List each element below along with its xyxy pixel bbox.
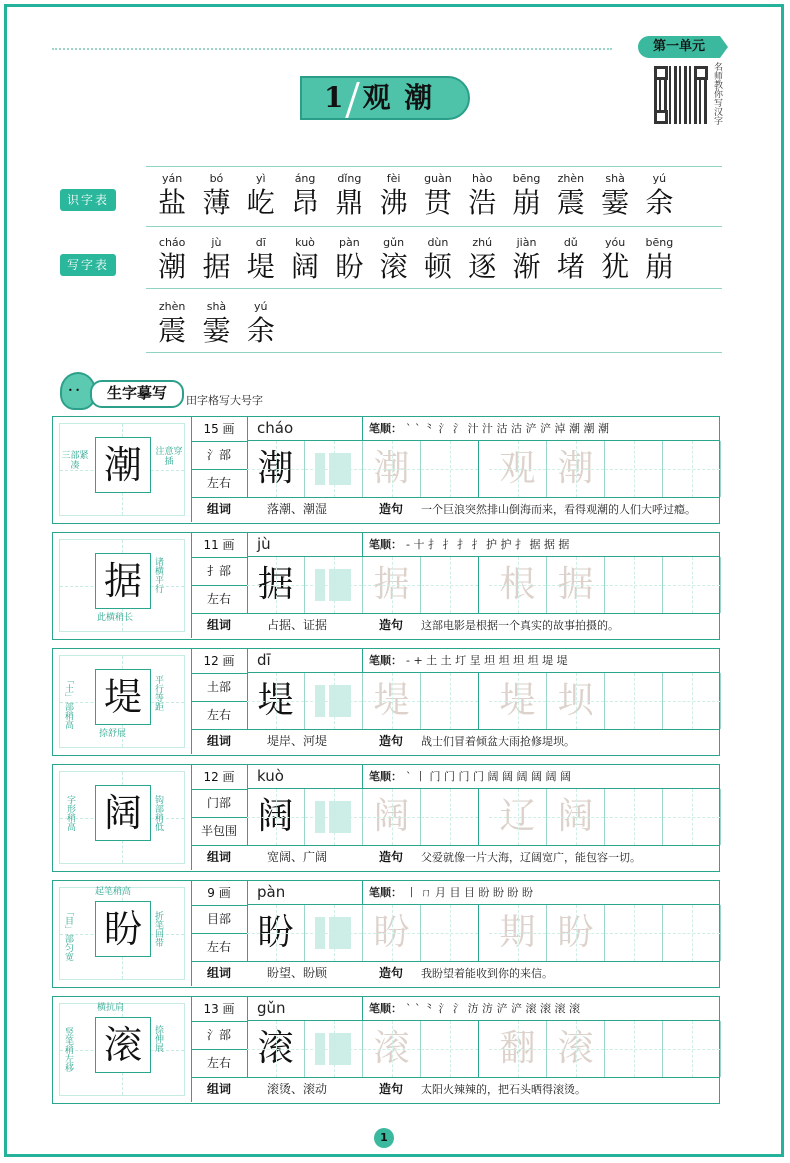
structure: 半包围 — [191, 817, 248, 846]
practice-cell[interactable]: 潮 — [363, 441, 421, 497]
char-cell — [593, 236, 637, 284]
pinyin-field[interactable]: kuò — [247, 765, 363, 789]
char-cell — [460, 172, 504, 220]
practice-cell[interactable]: 据 — [547, 557, 605, 613]
stroke-order-label: 笔顺： — [369, 654, 402, 667]
pinyin: kuò — [295, 236, 315, 249]
practice-grid — [247, 789, 719, 846]
practice-grid — [247, 441, 719, 498]
structure-icon — [315, 1033, 351, 1065]
pinyin: pàn — [338, 236, 360, 249]
pinyin: yóu — [605, 236, 626, 249]
hanzi: 犹 — [601, 250, 630, 283]
model-cell: 堤 — [247, 673, 305, 729]
hanzi: 崩 — [645, 250, 674, 283]
words-value: 占据、证据 — [267, 618, 328, 632]
hanzi: 顿 — [423, 250, 452, 283]
stroke-order — [363, 881, 719, 905]
stroke-order — [363, 997, 719, 1021]
lesson-number: 1 — [324, 81, 346, 114]
pinyin-field[interactable]: pàn — [247, 881, 363, 905]
hanzi: 震 — [158, 314, 187, 347]
radical: 氵部 — [191, 1021, 248, 1050]
writing-tip: 捺伸展 — [153, 1025, 163, 1052]
stroke-count: 11 画 — [191, 533, 248, 558]
words-label: 组词 — [206, 502, 231, 516]
char-cell — [283, 236, 327, 284]
char-cell — [371, 236, 415, 284]
stroke-count: 15 画 — [191, 417, 248, 442]
structure-diagram — [305, 905, 363, 961]
practice-cell[interactable]: 阔 — [363, 789, 421, 845]
sentence-label: 造句 — [378, 618, 403, 632]
sentence-label: 造句 — [378, 966, 403, 980]
pinyin: yì — [255, 172, 266, 185]
practice-cell[interactable]: 辽 — [489, 789, 547, 845]
writing-tip: 钩部稍低 — [153, 795, 163, 831]
write-chars-row2 — [150, 300, 283, 348]
sentence-value: 这部电影是根据一个真实的故事拍摄的。 — [421, 619, 619, 632]
structure-icon — [315, 569, 351, 601]
practice-cell[interactable] — [605, 673, 663, 729]
structure-diagram — [305, 789, 363, 845]
pinyin: dǐng — [337, 172, 362, 185]
hanzi: 薄 — [202, 186, 231, 219]
sentence-label: 造句 — [378, 502, 403, 516]
writing-tip: 平行等距 — [153, 675, 163, 711]
sentence-label: 造句 — [378, 734, 403, 748]
practice-cell[interactable] — [663, 673, 721, 729]
practice-cell[interactable]: 翻 — [489, 1021, 547, 1077]
sentence-label: 造句 — [378, 850, 403, 864]
char-cell — [504, 236, 548, 284]
char-cell — [239, 236, 283, 284]
writing-tip: 横抗肩 — [97, 1003, 125, 1013]
hanzi: 潮 — [158, 250, 187, 283]
model-character: 据 — [95, 553, 151, 609]
structure-diagram — [305, 557, 363, 613]
rule-line — [146, 166, 722, 167]
char-cell — [549, 236, 593, 284]
model-character: 滚 — [95, 1017, 151, 1073]
character-card — [52, 880, 720, 988]
words-label: 组词 — [206, 618, 231, 632]
stroke-order-label: 笔顺： — [369, 422, 402, 435]
hanzi: 盐 — [158, 186, 187, 219]
structure: 左右 — [191, 585, 248, 614]
model-panel — [53, 649, 192, 754]
pinyin-field[interactable]: cháo — [247, 417, 363, 441]
writing-tip: 三部紧凑 — [61, 451, 89, 471]
char-cell — [194, 300, 238, 348]
qr-caption: 名师教你写汉字 — [712, 62, 722, 125]
hanzi: 屹 — [246, 186, 275, 219]
stroke-sequence: - 十 扌 扌 扌 扌 护 护 扌 据 据 据 — [406, 538, 570, 551]
words-label: 组词 — [206, 850, 231, 864]
char-cell — [194, 172, 238, 220]
model-panel — [53, 997, 192, 1102]
recognize-label: 识字表 — [60, 189, 116, 211]
words-label: 组词 — [206, 1082, 231, 1096]
char-cell — [239, 300, 283, 348]
header-divider — [52, 48, 612, 50]
practice-cell[interactable]: 盼 — [547, 905, 605, 961]
qr-code-icon[interactable] — [654, 66, 708, 124]
char-cell — [593, 172, 637, 220]
char-cell — [637, 172, 681, 220]
hanzi: 崩 — [512, 186, 541, 219]
writing-tip: 此横稍长 — [97, 613, 134, 623]
writing-tip: 字形稍高 — [65, 795, 75, 831]
stroke-sequence: ` ` ⺀ 氵 氵 汁 汁 沽 沽 浐 浐 淖 潮 潮 潮 — [406, 422, 609, 435]
model-cell: 盼 — [247, 905, 305, 961]
hanzi: 浩 — [468, 186, 497, 219]
sentence-value: 我盼望着能收到你的来信。 — [421, 967, 553, 980]
pinyin: zhú — [472, 236, 493, 249]
char-cell — [460, 236, 504, 284]
stroke-order — [363, 417, 719, 441]
hanzi: 渐 — [512, 250, 541, 283]
radical: 目部 — [191, 905, 248, 934]
model-cell: 潮 — [247, 441, 305, 497]
pinyin: bēng — [645, 236, 674, 249]
stroke-order-label: 笔顺： — [369, 538, 402, 551]
page-number: 1 — [374, 1128, 394, 1148]
model-character: 阔 — [95, 785, 151, 841]
stroke-sequence: ` ` ⺀ 氵 氵 汸 汸 浐 浐 滚 滚 滚 滚 — [406, 1002, 580, 1015]
writing-tip: 注意穿插 — [155, 447, 183, 467]
character-card — [52, 416, 720, 524]
practice-cell[interactable] — [605, 1021, 663, 1077]
model-cell: 据 — [247, 557, 305, 613]
model-character: 潮 — [95, 437, 151, 493]
pinyin: cháo — [158, 236, 186, 249]
hanzi: 贯 — [423, 186, 452, 219]
write-label: 写字表 — [60, 254, 116, 276]
words-value: 滚烫、滚动 — [267, 1082, 328, 1096]
stroke-count: 13 画 — [191, 997, 248, 1022]
writing-tip: 诸横平行 — [153, 557, 163, 593]
sentence-value: 太阳火辣辣的，把石头晒得滚烫。 — [421, 1083, 586, 1096]
pinyin: fèi — [386, 172, 401, 185]
char-cell — [637, 236, 681, 284]
structure: 左右 — [191, 469, 248, 498]
sentence-value: 战士们冒着倾盆大雨抢修堤坝。 — [421, 735, 575, 748]
pinyin: shà — [605, 172, 625, 185]
stroke-sequence: ` 丨 门 门 门 门 阔 阔 阔 阔 阔 阔 — [406, 770, 571, 783]
practice-cell[interactable]: 阔 — [547, 789, 605, 845]
structure-diagram — [305, 441, 363, 497]
words-value: 堤岸、河堤 — [267, 734, 328, 748]
practice-cell[interactable] — [421, 673, 479, 729]
model-panel — [53, 417, 192, 522]
practice-cell[interactable]: 根 — [489, 557, 547, 613]
hanzi: 鼎 — [335, 186, 364, 219]
pinyin: dǔ — [563, 236, 578, 249]
hanzi: 滚 — [379, 250, 408, 283]
stroke-order-label: 笔顺： — [369, 886, 402, 899]
hanzi: 逐 — [468, 250, 497, 283]
model-panel — [53, 765, 192, 870]
char-cell — [504, 172, 548, 220]
pinyin: yán — [162, 172, 183, 185]
structure: 左右 — [191, 1049, 248, 1078]
practice-cell[interactable]: 潮 — [547, 441, 605, 497]
char-cell — [327, 236, 371, 284]
stroke-count: 12 画 — [191, 765, 248, 790]
char-cell — [150, 300, 194, 348]
practice-cell[interactable]: 据 — [363, 557, 421, 613]
stroke-order-label: 笔顺： — [369, 1002, 402, 1015]
model-cell: 阔 — [247, 789, 305, 845]
practice-cell[interactable]: 期 — [489, 905, 547, 961]
pinyin: zhèn — [158, 300, 186, 313]
structure-icon — [315, 685, 351, 717]
char-cell — [239, 172, 283, 220]
char-cell — [416, 172, 460, 220]
structure-diagram — [305, 1021, 363, 1077]
practice-grid — [247, 905, 719, 962]
practice-cell[interactable]: 滚 — [363, 1021, 421, 1077]
rule-line — [146, 226, 722, 227]
stroke-count: 9 画 — [191, 881, 248, 906]
practice-cell[interactable] — [605, 905, 663, 961]
pinyin: bó — [209, 172, 224, 185]
pinyin: guàn — [424, 172, 452, 185]
pinyin-field[interactable]: jù — [247, 533, 363, 557]
hanzi: 据 — [202, 250, 231, 283]
sentence-label: 造句 — [378, 1082, 403, 1096]
pinyin-field[interactable]: gǔn — [247, 997, 363, 1021]
hanzi: 堵 — [556, 250, 585, 283]
pinyin: yú — [652, 172, 667, 185]
radical: 门部 — [191, 789, 248, 818]
stroke-count: 12 画 — [191, 649, 248, 674]
structure: 左右 — [191, 701, 248, 730]
practice-cell[interactable] — [663, 905, 721, 961]
practice-cell[interactable] — [421, 557, 479, 613]
hanzi: 余 — [645, 186, 674, 219]
pinyin: jiàn — [516, 236, 537, 249]
hanzi: 震 — [556, 186, 585, 219]
model-panel — [53, 881, 192, 986]
radical: 土部 — [191, 673, 248, 702]
char-cell — [194, 236, 238, 284]
practice-cell[interactable] — [421, 789, 479, 845]
stroke-order — [363, 765, 719, 789]
hanzi: 霎 — [202, 314, 231, 347]
pinyin: dùn — [427, 236, 449, 249]
writing-tip: 捺舒展 — [99, 729, 127, 739]
hanzi: 阔 — [291, 250, 320, 283]
pinyin: bēng — [512, 172, 541, 185]
hanzi: 霎 — [601, 186, 630, 219]
writing-tip: 「目」部匀宽 — [63, 907, 73, 961]
words-value: 宽阔、广阔 — [267, 850, 328, 864]
lesson-title — [300, 76, 470, 120]
practice-cell[interactable] — [421, 441, 479, 497]
write-chars-row1 — [150, 236, 682, 284]
char-cell — [549, 172, 593, 220]
practice-cell[interactable]: 堤 — [489, 673, 547, 729]
radical: 扌部 — [191, 557, 248, 586]
char-cell — [283, 172, 327, 220]
pinyin: jù — [211, 236, 222, 249]
char-cell — [371, 172, 415, 220]
recognize-chars — [150, 172, 682, 220]
pinyin: áng — [294, 172, 316, 185]
stroke-sequence: - + 土 土 圢 圼 坦 坦 坦 坦 堤 堤 — [406, 654, 568, 667]
practice-cell[interactable] — [421, 905, 479, 961]
stroke-order-label: 笔顺： — [369, 770, 402, 783]
words-label: 组词 — [206, 734, 231, 748]
hanzi: 余 — [246, 314, 275, 347]
practice-grid — [247, 557, 719, 614]
practice-cell[interactable] — [605, 789, 663, 845]
practice-cell[interactable] — [663, 441, 721, 497]
model-character: 堤 — [95, 669, 151, 725]
practice-cell[interactable] — [663, 789, 721, 845]
pinyin-field[interactable]: dī — [247, 649, 363, 673]
structure-diagram — [305, 673, 363, 729]
rule-line — [146, 288, 722, 289]
model-cell: 滚 — [247, 1021, 305, 1077]
practice-cell[interactable] — [421, 1021, 479, 1077]
words-value: 盼望、盼顾 — [267, 966, 328, 980]
structure-icon — [315, 801, 351, 833]
structure-icon — [315, 453, 351, 485]
char-cell — [327, 172, 371, 220]
practice-cell[interactable]: 滚 — [547, 1021, 605, 1077]
char-cell — [150, 172, 194, 220]
hanzi: 昂 — [291, 186, 320, 219]
unit-badge: 第一单元 — [638, 36, 720, 58]
pinyin: hào — [472, 172, 493, 185]
character-card — [52, 764, 720, 872]
character-card — [52, 532, 720, 640]
writing-tip: 折笔回带 — [153, 911, 163, 947]
writing-tip: 起笔稍高 — [95, 887, 132, 897]
sentence-value: 父爱就像一片大海，辽阔宽广，能包容一切。 — [421, 851, 641, 864]
practice-grid — [247, 1021, 719, 1078]
practice-cell[interactable]: 盼 — [363, 905, 421, 961]
model-panel — [53, 533, 192, 638]
structure: 左右 — [191, 933, 248, 962]
words-label: 组词 — [206, 966, 231, 980]
model-character: 盼 — [95, 901, 151, 957]
pinyin: dī — [255, 236, 266, 249]
hanzi: 盼 — [335, 250, 364, 283]
practice-cell[interactable]: 坝 — [547, 673, 605, 729]
practice-cell[interactable] — [605, 441, 663, 497]
practice-cell[interactable] — [663, 557, 721, 613]
writing-tip: 「土」部稍高 — [63, 675, 73, 729]
pinyin: yú — [254, 300, 268, 313]
lesson-name: 观 潮 — [362, 81, 435, 114]
practice-grid — [247, 673, 719, 730]
char-cell — [416, 236, 460, 284]
hanzi: 堤 — [246, 250, 275, 283]
char-cell — [150, 236, 194, 284]
stroke-sequence: 丨 ㄇ 月 目 目 盼 盼 盼 盼 — [406, 886, 533, 899]
writing-tip: 竖笔稍左移 — [63, 1027, 73, 1072]
section-subtitle: 田字格写大号字 — [186, 394, 263, 407]
sentence-value: 一个巨浪突然排山倒海而来，看得观潮的人们大呼过瘾。 — [421, 503, 696, 516]
structure-icon — [315, 917, 351, 949]
rule-line — [146, 352, 722, 353]
pinyin: zhèn — [557, 172, 585, 185]
words-value: 落潮、潮湿 — [267, 502, 328, 516]
radical: 氵部 — [191, 441, 248, 470]
practice-cell[interactable] — [605, 557, 663, 613]
practice-cell[interactable]: 观 — [489, 441, 547, 497]
stroke-order — [363, 649, 719, 673]
practice-cell[interactable]: 堤 — [363, 673, 421, 729]
section-title: 生字摹写 — [90, 380, 184, 408]
pinyin: gǔn — [383, 236, 405, 249]
practice-cell[interactable] — [663, 1021, 721, 1077]
character-card — [52, 648, 720, 756]
stroke-order — [363, 533, 719, 557]
character-card — [52, 996, 720, 1104]
hanzi: 沸 — [379, 186, 408, 219]
pinyin: shà — [206, 300, 227, 313]
